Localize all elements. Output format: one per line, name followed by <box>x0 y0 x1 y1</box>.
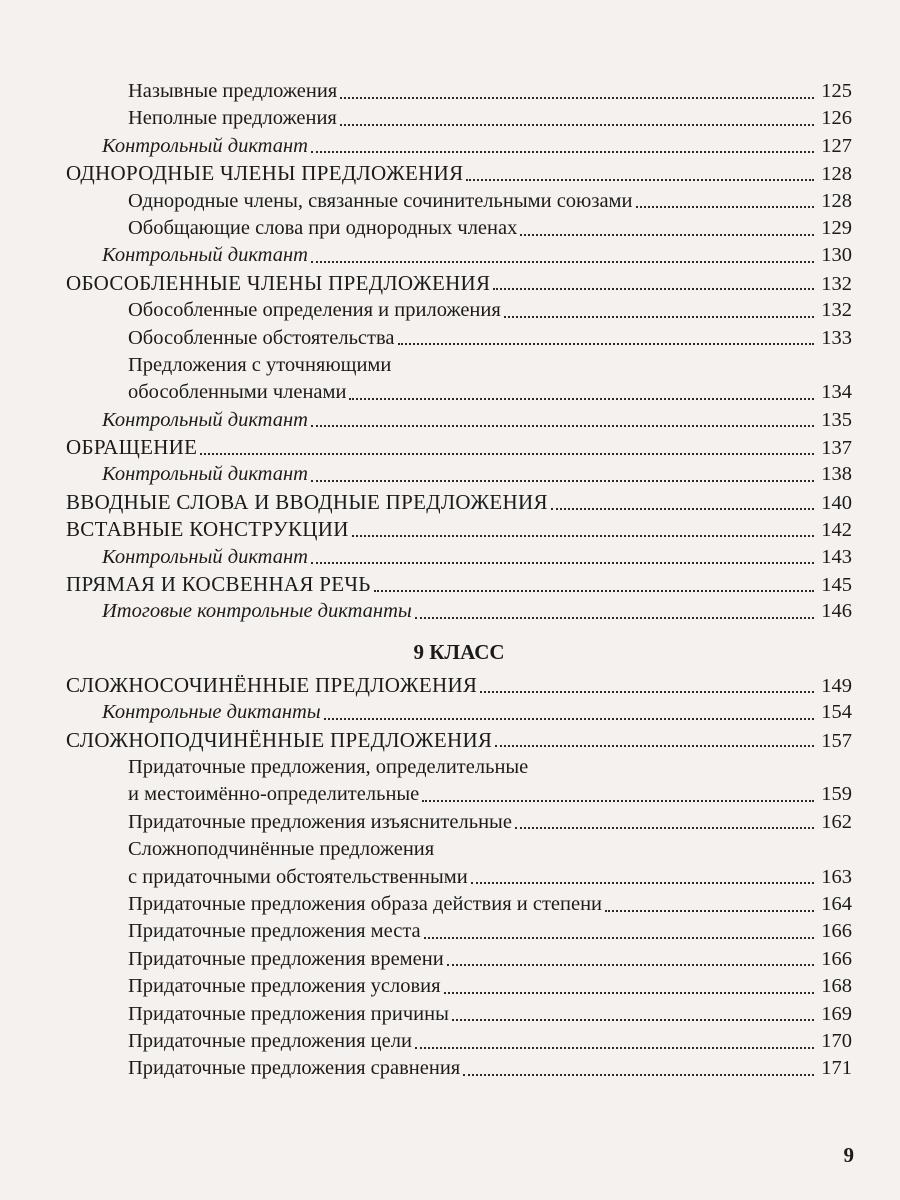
toc-page-number: 163 <box>821 865 852 888</box>
dot-leader <box>415 617 814 619</box>
toc-entry <box>66 297 852 324</box>
toc-entry-title: ВСТАВНЫЕ КОНСТРУКЦИИ <box>66 517 349 542</box>
toc-page-number: 170 <box>821 1029 852 1052</box>
toc-group-grade-8 <box>66 78 852 626</box>
toc-entry-title: ОБРАЩЕНИЕ <box>66 435 198 460</box>
toc-page-number: 162 <box>821 810 852 833</box>
dot-leader <box>311 480 814 482</box>
toc-chapter <box>66 672 852 699</box>
toc-page-number: 166 <box>821 947 852 970</box>
dot-leader <box>452 1019 814 1021</box>
dot-leader <box>480 691 814 693</box>
toc-page-number: 134 <box>821 381 852 404</box>
toc-page-number: 128 <box>821 189 852 212</box>
toc-entry <box>66 325 852 352</box>
dot-leader <box>324 718 814 720</box>
toc-entry <box>66 133 852 160</box>
toc-entry-title: обособленными членами <box>128 381 347 404</box>
toc-page-number: 130 <box>821 244 852 267</box>
toc-chapter <box>66 434 852 461</box>
dot-leader <box>349 398 814 400</box>
toc-entry <box>66 1001 852 1028</box>
dot-leader <box>340 97 814 99</box>
dot-leader <box>311 261 814 263</box>
toc-entry <box>66 105 852 132</box>
toc-entry-title: с придаточными обстоятельственными <box>128 865 468 888</box>
toc-page-number: 146 <box>821 600 852 623</box>
toc-page-number: 127 <box>821 134 852 157</box>
section-title: 9 КЛАСС <box>413 639 505 664</box>
dot-leader <box>398 343 815 345</box>
toc-page-number: 140 <box>821 491 852 514</box>
toc-entry-title: Неполные предложения <box>128 107 337 130</box>
toc-entry-continued: Сложноподчинённые предложения <box>128 838 435 861</box>
toc-page-number: 154 <box>821 701 852 724</box>
toc-entry-title: Обособленные обстоятельства <box>128 326 395 349</box>
toc-entry-title: ОБОСОБЛЕННЫЕ ЧЛЕНЫ ПРЕДЛОЖЕНИЯ <box>66 270 491 295</box>
dot-leader <box>551 508 814 510</box>
toc-entry-title: Контрольный диктант <box>102 463 308 486</box>
dot-leader <box>311 562 814 564</box>
toc-page-number: 159 <box>821 783 852 806</box>
dot-leader <box>200 453 814 455</box>
toc-entry-title: Контрольные диктанты <box>102 701 321 724</box>
toc-entry-title: Контрольный диктант <box>102 545 308 568</box>
toc-page-number: 129 <box>821 216 852 239</box>
dot-leader <box>520 234 814 236</box>
toc-page-number: 164 <box>821 892 852 915</box>
toc-entry-title: и местоимённо-определительные <box>128 783 420 806</box>
toc-entry <box>66 781 852 808</box>
toc-entry <box>66 1028 852 1055</box>
table-of-contents <box>66 78 852 1083</box>
toc-entry-title: Контрольный диктант <box>102 244 308 267</box>
toc-chapter <box>66 160 852 187</box>
dot-leader <box>352 535 814 537</box>
toc-entry-title: Придаточные предложения причины <box>128 1002 449 1025</box>
dot-leader <box>311 151 814 153</box>
toc-entry-title: ОДНОРОДНЫЕ ЧЛЕНЫ ПРЕДЛОЖЕНИЯ <box>66 161 464 186</box>
toc-entry-continued: Предложения с уточняющими <box>128 353 392 376</box>
dot-leader <box>424 937 814 939</box>
dot-leader <box>311 425 814 427</box>
dot-leader <box>340 124 814 126</box>
dot-leader <box>515 827 814 829</box>
toc-entry <box>66 973 852 1000</box>
dot-leader <box>495 745 814 747</box>
toc-chapter <box>66 727 852 754</box>
toc-entry <box>66 1055 852 1082</box>
toc-entry-title: Обобщающие слова при однородных членах <box>128 216 518 239</box>
dot-leader <box>415 1047 814 1049</box>
toc-page-number: 135 <box>821 408 852 431</box>
toc-entry-title: Однородные члены, связанные сочинительными союзами <box>128 189 633 212</box>
toc-page-number: 149 <box>821 674 852 697</box>
toc-entry <box>66 544 852 571</box>
dot-leader <box>466 179 814 181</box>
toc-entry-title: СЛОЖНОПОДЧИНЁННЫЕ ПРЕДЛОЖЕНИЯ <box>66 727 493 752</box>
toc-entry <box>66 407 852 434</box>
toc-entry-title: Придаточные предложения сравнения <box>128 1057 461 1080</box>
toc-page-number: 137 <box>821 437 852 460</box>
toc-page-number: 133 <box>821 326 852 349</box>
dot-leader <box>374 590 814 592</box>
toc-entry <box>66 864 852 891</box>
toc-entry-continued: Придаточные предложения, определительные <box>128 755 529 778</box>
toc-entry <box>66 598 852 625</box>
toc-group-grade-9 <box>66 672 852 1083</box>
toc-entry <box>66 379 852 406</box>
toc-page-number: 157 <box>821 729 852 752</box>
toc-chapter <box>66 516 852 543</box>
toc-entry-title: Итоговые контрольные диктанты <box>102 600 412 623</box>
toc-entry-title: Назывные предложения <box>128 80 338 102</box>
dot-leader <box>636 206 815 208</box>
toc-page-number: 128 <box>821 163 852 186</box>
dot-leader <box>422 800 814 802</box>
toc-entry <box>66 78 852 105</box>
toc-entry <box>66 809 852 836</box>
dot-leader <box>504 316 814 318</box>
toc-entry <box>66 946 852 973</box>
toc-entry-title: СЛОЖНОСОЧИНЁННЫЕ ПРЕДЛОЖЕНИЯ <box>66 672 478 697</box>
toc-entry <box>66 461 852 488</box>
toc-entry <box>66 891 852 918</box>
toc-page-number: 126 <box>821 107 852 130</box>
dot-leader <box>444 992 814 994</box>
toc-entry-title: Придаточные предложения образа действия и степени <box>128 892 603 915</box>
toc-page-number: 132 <box>821 272 852 295</box>
dot-leader <box>471 882 814 884</box>
toc-page-number: 171 <box>821 1057 852 1080</box>
toc-entry <box>66 215 852 242</box>
toc-chapter <box>66 489 852 516</box>
toc-page-number: 166 <box>821 920 852 943</box>
dot-leader <box>493 288 814 290</box>
toc-entry-title: Придаточные предложения изъяснительные <box>128 810 512 833</box>
toc-entry <box>66 242 852 269</box>
toc-entry-title: Контрольный диктант <box>102 134 308 157</box>
toc-entry <box>66 188 852 215</box>
toc-page-number: 132 <box>821 299 852 322</box>
toc-entry-title: Придаточные предложения цели <box>128 1029 412 1052</box>
toc-entry-title: Придаточные предложения времени <box>128 947 444 970</box>
toc-entry <box>66 918 852 945</box>
dot-leader <box>447 964 814 966</box>
page-number: 9 <box>843 1143 854 1167</box>
toc-page-number: 125 <box>821 80 852 102</box>
toc-page-number: 169 <box>821 1002 852 1025</box>
toc-entry-title: Контрольный диктант <box>102 408 308 431</box>
toc-page-number: 142 <box>821 519 852 542</box>
toc-page-number: 143 <box>821 545 852 568</box>
toc-entry-title: Придаточные предложения условия <box>128 975 441 998</box>
toc-page-number: 168 <box>821 975 852 998</box>
toc-entry <box>66 699 852 726</box>
toc-chapter <box>66 270 852 297</box>
toc-page-number: 145 <box>821 574 852 597</box>
toc-entry-title: ПРЯМАЯ И КОСВЕННАЯ РЕЧЬ <box>66 572 371 597</box>
toc-page-number: 138 <box>821 463 852 486</box>
toc-entry-title: Придаточные предложения места <box>128 920 421 943</box>
toc-entry-title: Обособленные определения и приложения <box>128 299 501 322</box>
dot-leader <box>463 1074 814 1076</box>
toc-entry-title: ВВОДНЫЕ СЛОВА И ВВОДНЫЕ ПРЕДЛОЖЕНИЯ <box>66 489 548 514</box>
dot-leader <box>605 910 814 912</box>
toc-chapter <box>66 571 852 598</box>
